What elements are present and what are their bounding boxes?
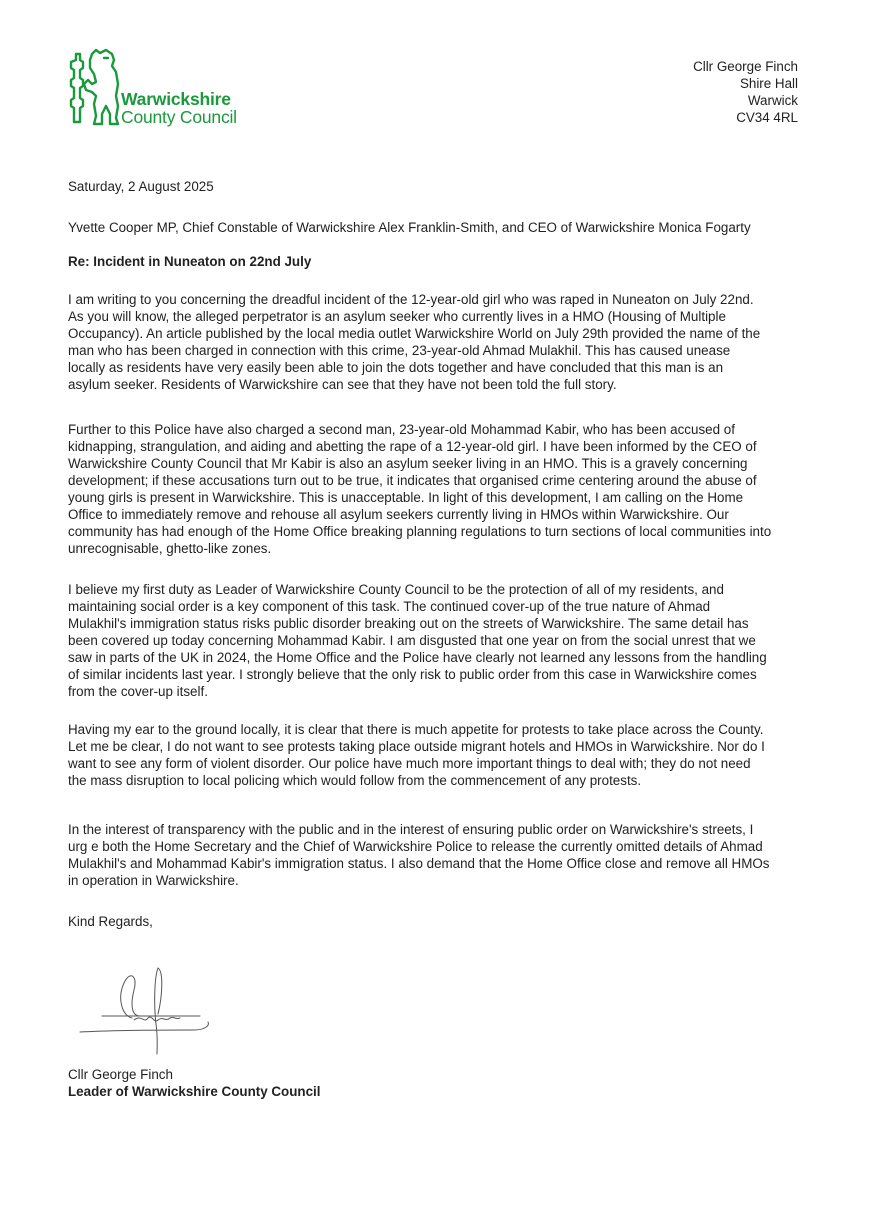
- paragraph-line: Occupancy). An article published by the local media outlet Warwickshire World on July 29th provided the name of the: [68, 326, 761, 341]
- paragraph-line: Mulakhil's and Mohammad Kabir's immigration status. I also demand that the Home Office close and remove all HMOs: [68, 856, 770, 871]
- letter-recipients: Yvette Cooper MP, Chief Constable of Warwickshire Alex Franklin-Smith, and CEO of Warwickshire Monica Fogarty: [68, 220, 751, 235]
- council-name-line1: Warwickshire: [121, 89, 231, 109]
- paragraph-line: asylum seeker. Residents of Warwickshire can see that they have not been told the full story.: [68, 377, 617, 392]
- paragraph-line: in operation in Warwickshire.: [68, 873, 239, 888]
- paragraph-line: saw in parts of the UK in 2024, the Home Office and the Police have clearly not learned any lessons from the handling: [68, 650, 767, 665]
- paragraph-line: Office to immediately remove and rehouse all asylum seekers currently living in HMOs within Warwickshire. Our: [68, 507, 729, 522]
- handwritten-signature-icon: [72, 958, 222, 1058]
- paragraph-line: Having my ear to the ground locally, it is clear that there is much appetite for protests to take place across the County.: [68, 722, 764, 737]
- paragraph-line: locally as residents have very easily been able to join the dots together and have concluded that this man is an: [68, 360, 724, 375]
- signatory-name: Cllr George Finch: [68, 1067, 173, 1082]
- sender-building: Shire Hall: [739, 76, 798, 91]
- letter-closing: Kind Regards,: [68, 914, 153, 929]
- paragraph-line: from the cover-up itself.: [68, 684, 208, 699]
- sender-town: Warwick: [747, 93, 798, 108]
- paragraph-5: [68, 821, 813, 889]
- council-logo: [66, 44, 256, 130]
- paragraph-line: been covered up today concerning Mohammad Kabir. I am disgusted that one year on from the social unrest that we: [68, 633, 756, 648]
- paragraph-line: Let me be clear, I do not want to see protests taking place outside migrant hotels and HMOs in Warwickshire. Nor do I: [68, 739, 765, 754]
- paragraph-line: young girls is present in Warwickshire. This is unacceptable. In light of this development, I am calling on the Home: [68, 490, 744, 505]
- paragraph-4: [68, 721, 813, 789]
- paragraph-line: the mass disruption to local policing which would follow from the commencement of any protests.: [68, 773, 642, 788]
- sender-postcode: CV34 4RL: [736, 110, 798, 125]
- sender-address: [693, 58, 798, 126]
- paragraph-line: As you will know, the alleged perpetrator is an asylum seeker who currently lives in a HMO (Housing of Multiple: [68, 309, 726, 324]
- council-name-line2: County Council: [121, 107, 237, 127]
- letter-subject: Re: Incident in Nuneaton on 22nd July: [68, 254, 312, 269]
- paragraph-1: [68, 291, 813, 393]
- paragraph-3: [68, 581, 813, 700]
- paragraph-line: Further to this Police have also charged a second man, 23-year-old Mohammad Kabir, who has been accused of: [68, 422, 735, 437]
- paragraph-line: urg e both the Home Secretary and the Chief of Warwickshire Police to release the currently omitted details of Ahmad: [68, 839, 763, 854]
- bear-and-ragged-staff-icon: [66, 44, 122, 128]
- paragraph-line: I believe my first duty as Leader of Warwickshire County Council to be the protection of all of my residents, and: [68, 582, 724, 597]
- paragraph-line: Warwickshire County Council that Mr Kabir is also an asylum seeker living in an HMO. This is a gravely concerning: [68, 456, 748, 471]
- paragraph-line: development; if these accusations turn out to be true, it indicates that organised crime centering around the abuse of: [68, 473, 757, 488]
- signatory-title: Leader of Warwickshire County Council: [68, 1084, 321, 1099]
- paragraph-line: Mulakhil's immigration status risks public disorder breaking out on the streets of Warwickshire. The same detail has: [68, 616, 749, 631]
- paragraph-line: want to see any form of violent disorder. Our police have much more important things to deal with; they do not need: [68, 756, 751, 771]
- paragraph-line: maintaining social order is a key component of this task. The continued cover-up of the true nature of Ahmad: [68, 599, 711, 614]
- paragraph-line: man who has been charged in connection with this crime, 23-year-old Ahmad Mulakhil. This has caused unease: [68, 343, 731, 358]
- paragraph-line: I am writing to you concerning the dreadful incident of the 12-year-old girl who was raped in Nuneaton on July 22nd.: [68, 292, 754, 307]
- paragraph-2: [68, 421, 813, 557]
- paragraph-line: unrecognisable, ghetto-like zones.: [68, 541, 272, 556]
- paragraph-line: kidnapping, strangulation, and aiding and abetting the rape of a 12-year-old girl. I have been informed by the CEO of: [68, 439, 757, 454]
- paragraph-line: In the interest of transparency with the public and in the interest of ensuring public order on Warwickshire's streets, I: [68, 822, 754, 837]
- sender-name: Cllr George Finch: [693, 59, 798, 74]
- council-name: [121, 90, 237, 126]
- paragraph-line: community has had enough of the Home Office breaking planning regulations to turn sections of local communities into: [68, 524, 772, 539]
- paragraph-line: of similar incidents last year. I strongly believe that the only risk to public order from this case in Warwickshire comes: [68, 667, 757, 682]
- letter-date: Saturday, 2 August 2025: [68, 179, 214, 194]
